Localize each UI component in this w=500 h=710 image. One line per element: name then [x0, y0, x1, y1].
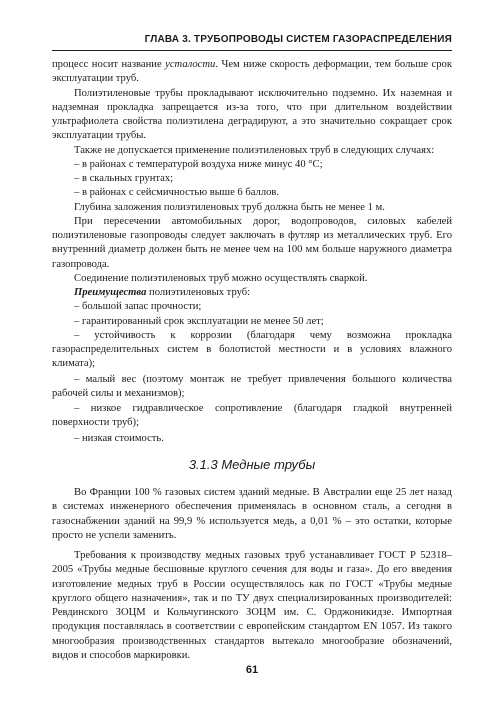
paragraph-underground-laying: Полиэтиленовые трубы прокладывают исключительно подземно. Их наземная и надземная прокладка запрещается из-за того, что при длительном воздействии ультрафиолета свойства полиэтилена деградируют, а это значительно сокращает срок эксплуатации трубы. [52, 87, 452, 142]
paragraph-welding: Соединение полиэтиленовых труб можно осуществлять сваркой. [74, 272, 368, 284]
paragraph-depth: Глубина заложения полиэтиленовых труб должна быть не менее 1 м. [74, 201, 385, 213]
term-fatigue: усталости [165, 59, 216, 70]
advantage-item: – малый вес (поэтому монтаж не требует привлечения большого количества рабочей силы и механизмов); [52, 373, 452, 399]
advantage-item: – низкое гидравлическое сопротивление (благодаря гладкой внутренней поверхности труб); [52, 403, 452, 429]
paragraph-crossings: При пересечении автомобильных дорог, водопроводов, силовых кабелей полиэтиленовые газопроводы следует заключать в футляр из металлических труб. Его внутренний диаметр должен быть не менее чем на 100 мм больше наружного диаметра газопровода. [52, 215, 452, 270]
advantage-item: – низкая стоимость. [74, 432, 164, 444]
advantages-intro-rest: полиэтиленовых труб: [146, 287, 251, 298]
header-rule [52, 50, 452, 51]
page-body [52, 58, 452, 663]
advantages-intro [52, 286, 452, 300]
restriction-item: – в районах с температурой воздуха ниже минус 40 °С; [74, 158, 323, 170]
page-number: 61 [245, 664, 259, 676]
advantage-item: – гарантированный срок эксплуатации не менее 50 лет; [74, 315, 324, 327]
advantage-item: – большой запас прочности; [74, 301, 202, 313]
paragraph-restrictions-intro: Также не допускается применение полиэтиленовых труб в следующих случаях: [74, 144, 435, 156]
running-head: ГЛАВА 3. ТРУБОПРОВОДЫ СИСТЕМ ГАЗОРАСПРЕДЕЛЕНИЯ [144, 34, 452, 45]
restriction-item: – в скальных грунтах; [74, 173, 174, 184]
advantages-label: Преимущества [74, 287, 147, 298]
advantage-item: – устойчивость к коррозии (благодаря чему возможна прокладка газораспределительных систем в болотистой местности и в условиях влажного климата); [52, 329, 452, 370]
paragraph-copy-usage: Во Франции 100 % газовых систем зданий медные. В Австралии еще 25 лет назад в системах инженерного обеспечения применялась в основном сталь, а сегодня в газоснабжении зданий на 99,9 % используется медь, а 0,01 % – это остатки, которые просто не успели заменить. [52, 487, 452, 541]
paragraph-fatigue [52, 58, 452, 87]
paragraph-copy-standards: Требования к производству медных газовых труб устанавливает ГОСТ Р 52318–2005 «Трубы медные бесшовные круглого сечения для воды и газа». До его введения изготовление медных труб в России осуществлялось как по ГОСТ «Трубы медные круглого общего назначения», так и по ТУ двух специализированных производителей: Ревдинского ЗОЦМ и Кольчугинского ЗОЦМ им. С. Орджоникидзе. Импортная продукция поставлялась в соответствии с европейским стандартом EN 1057. Из такого многообразия производственных стандартов вытекало многообразие обозначений, видов и способов маркировки. [52, 550, 452, 661]
section-heading: 3.1.3 Медные трубы [188, 456, 316, 472]
paragraph-fatigue-end: . Чем ниже скорость деформации, тем больше срок эксплуатации труб. [52, 59, 452, 85]
restriction-item: – в районах с сейсмичностью выше 6 баллов. [74, 187, 280, 199]
paragraph-fatigue-start: процесс носит название [52, 59, 166, 70]
